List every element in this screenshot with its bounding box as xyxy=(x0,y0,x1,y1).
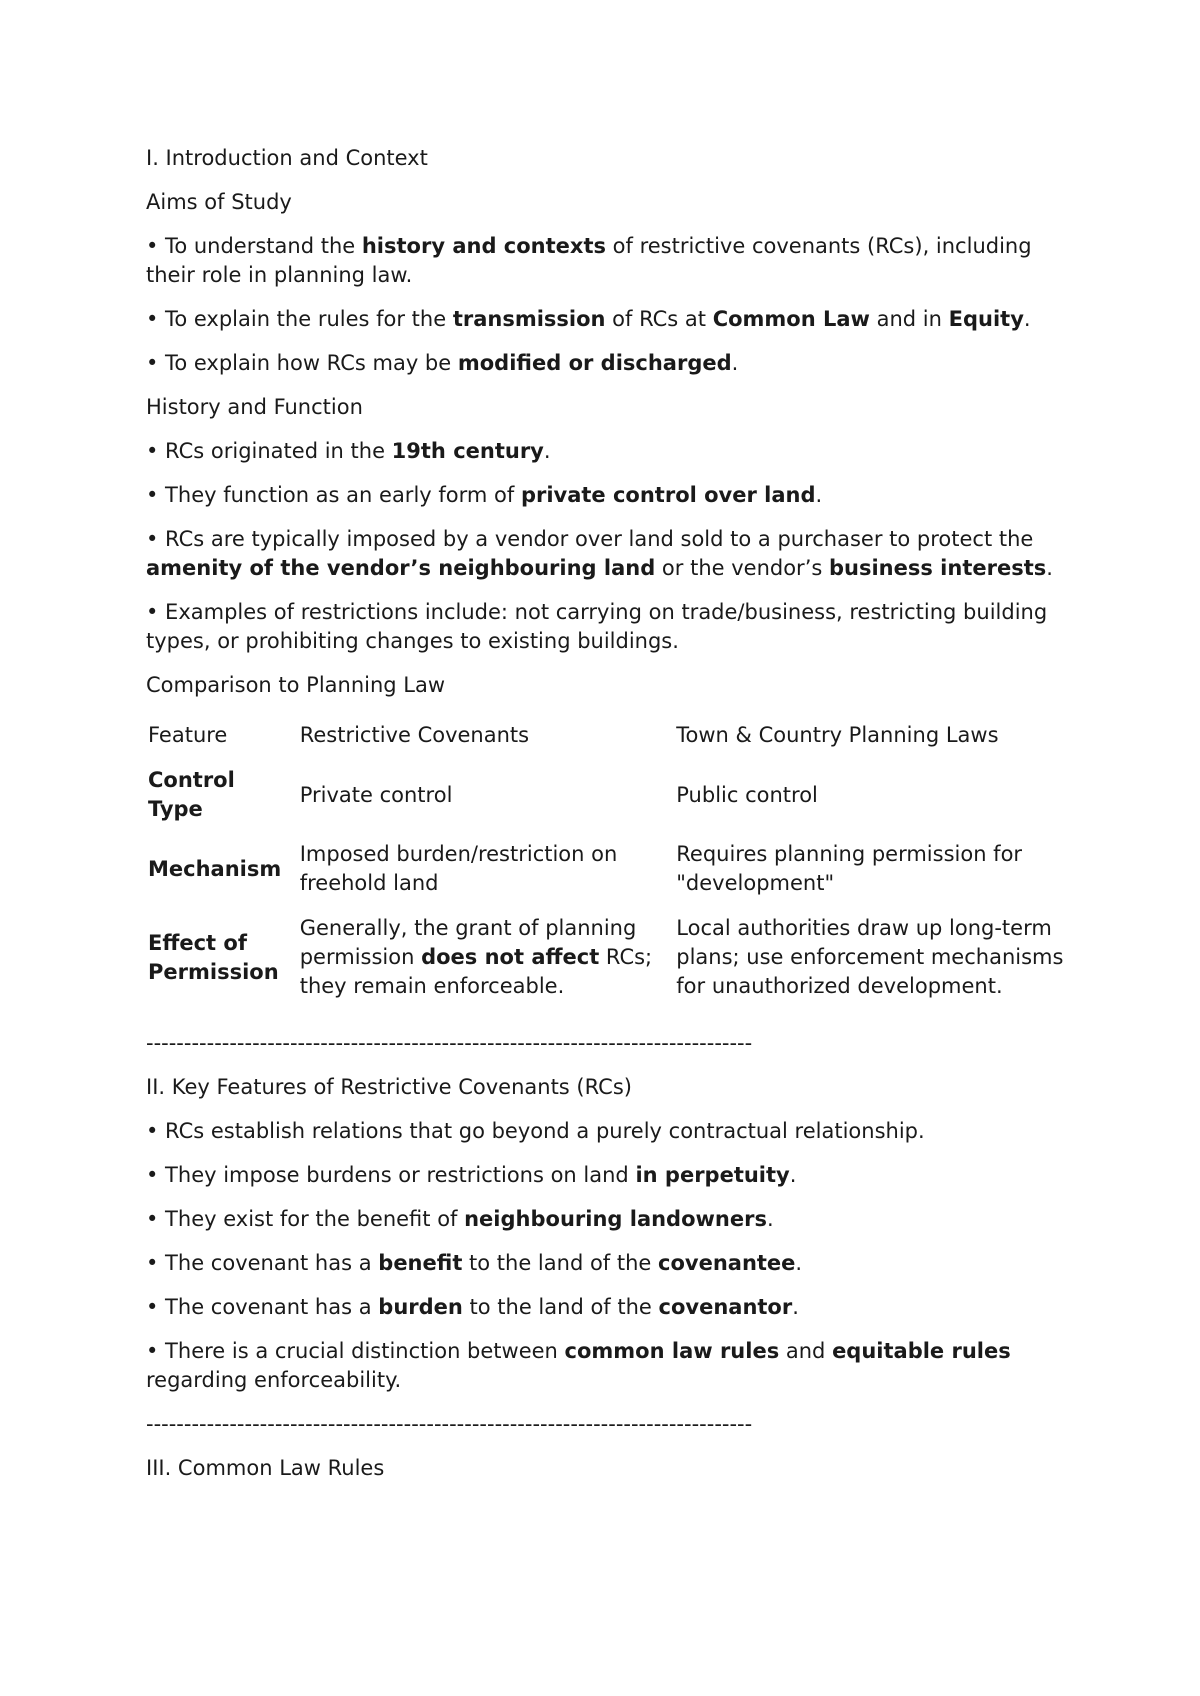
table-cell-rc: Imposed burden/restriction on freehold land xyxy=(299,842,618,895)
history-item-4: • Examples of restrictions include: not carrying on trade/business, restricting building types, or prohibiting changes to existing buildings. xyxy=(146,600,1048,653)
table-cell-planning: Public control xyxy=(676,782,818,807)
table-row xyxy=(146,908,1066,1011)
table-header-cell: Town & Country Planning Laws xyxy=(676,723,999,747)
features-item-2: • They impose burdens or restrictions on land in perpetuity. xyxy=(146,1163,797,1187)
table-cell-feature: Effect of Permission xyxy=(148,930,279,984)
table-header-cell: Restrictive Covenants xyxy=(299,723,530,747)
table-cell-rc: Generally, the grant of planning permission does not affect RCs; they remain enforceable. xyxy=(299,916,653,998)
table-header-row xyxy=(146,715,1066,760)
table-cell-planning: Local authorities draw up long-term plans; use enforcement mechanisms for unauthorized development. xyxy=(676,916,1064,998)
history-item-1: • RCs originated in the 19th century. xyxy=(146,439,551,463)
aims-heading: Aims of Study xyxy=(146,190,292,214)
table-row xyxy=(146,834,1066,908)
section-3-title: III. Common Law Rules xyxy=(146,1456,385,1480)
features-item-3: • They exist for the benefit of neighbouring landowners. xyxy=(146,1207,774,1231)
document-page xyxy=(146,144,1066,1498)
history-item-2: • They function as an early form of private control over land. xyxy=(146,483,823,507)
table-cell-feature: Control Type xyxy=(148,768,235,821)
features-item-1: • RCs establish relations that go beyond a purely contractual relationship. xyxy=(146,1119,925,1143)
comparison-heading: Comparison to Planning Law xyxy=(146,673,446,697)
section-2-title: II. Key Features of Restrictive Covenants (RCs) xyxy=(146,1075,632,1099)
section-divider: -------------------------------------------------------------------------------- xyxy=(146,1031,753,1055)
features-item-6: • There is a crucial distinction between common law rules and equitable rules regarding enforceability. xyxy=(146,1339,1011,1392)
history-item-3: • RCs are typically imposed by a vendor over land sold to a purchaser to protect the amenity of the vendor’s neighbouring land or the vendor’s business interests. xyxy=(146,527,1053,580)
section-divider: -------------------------------------------------------------------------------- xyxy=(146,1412,753,1436)
aims-item-1: • To understand the history and contexts of restrictive covenants (RCs), including their role in planning law. xyxy=(146,234,1032,287)
table-header-cell: Feature xyxy=(148,723,228,747)
history-heading: History and Function xyxy=(146,395,363,419)
section-1-title: I. Introduction and Context xyxy=(146,146,428,170)
features-item-5: • The covenant has a burden to the land of the covenantor. xyxy=(146,1295,799,1319)
features-item-4: • The covenant has a benefit to the land of the covenantee. xyxy=(146,1251,803,1275)
table-cell-rc: Private control xyxy=(299,782,453,807)
table-row xyxy=(146,760,1066,834)
table-cell-planning: Requires planning permission for "development" xyxy=(676,842,1023,895)
aims-item-2: • To explain the rules for the transmission of RCs at Common Law and in Equity. xyxy=(146,307,1031,331)
aims-item-3: • To explain how RCs may be modified or discharged. xyxy=(146,351,739,375)
table-cell-feature: Mechanism xyxy=(148,856,282,881)
comparison-table xyxy=(146,715,1066,1011)
